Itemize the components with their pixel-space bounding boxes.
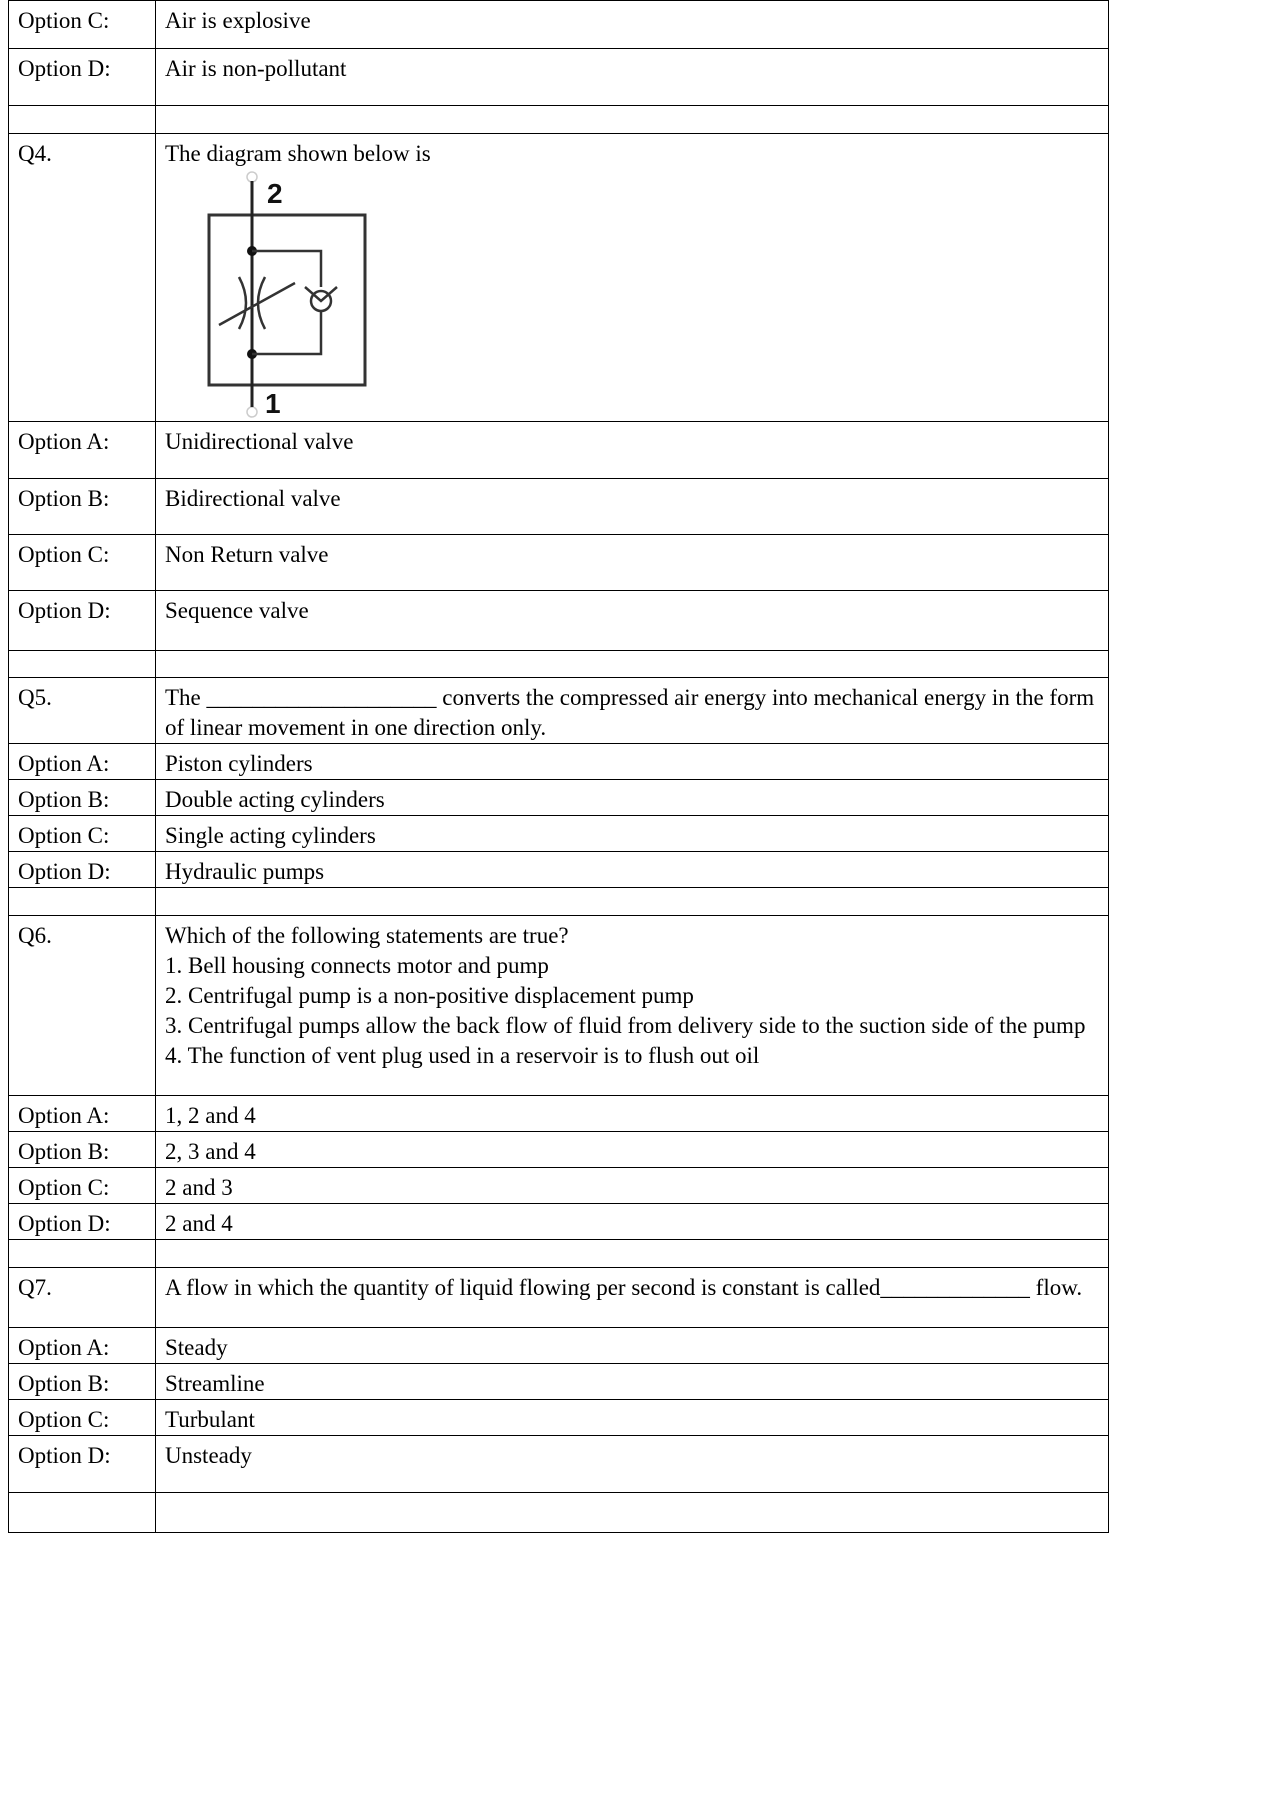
row-label: Option C: bbox=[9, 535, 156, 591]
row-text bbox=[156, 888, 1109, 916]
option-row bbox=[9, 1168, 1109, 1204]
row-text bbox=[156, 106, 1109, 134]
spacer-row bbox=[9, 1240, 1109, 1268]
statement-4: 4. The function of vent plug used in a reservoir is to flush out oil bbox=[165, 1043, 760, 1068]
question-number: Q6. bbox=[9, 916, 156, 1096]
row-label: Option A: bbox=[9, 1096, 156, 1132]
question-number: Q4. bbox=[9, 134, 156, 422]
question-text: The diagram shown below is bbox=[165, 141, 431, 166]
option-row bbox=[9, 1436, 1109, 1493]
row-label: Option A: bbox=[9, 1328, 156, 1364]
row-label: Option C: bbox=[9, 1, 156, 49]
question-row bbox=[9, 678, 1109, 744]
row-label: Option C: bbox=[9, 816, 156, 852]
question-row bbox=[9, 916, 1109, 1096]
valve-body bbox=[209, 215, 365, 385]
row-label: Option B: bbox=[9, 1132, 156, 1168]
row-text: Steady bbox=[156, 1328, 1109, 1364]
row-text bbox=[156, 651, 1109, 678]
row-label: Option A: bbox=[9, 422, 156, 479]
row-text: Non Return valve bbox=[156, 535, 1109, 591]
bypass-bottom bbox=[252, 311, 321, 354]
port-1-marker bbox=[247, 407, 257, 417]
option-row bbox=[9, 535, 1109, 591]
question-table bbox=[8, 0, 1109, 1533]
row-text: Bidirectional valve bbox=[156, 479, 1109, 535]
question-cell bbox=[156, 134, 1109, 422]
option-row bbox=[9, 1400, 1109, 1436]
option-row bbox=[9, 780, 1109, 816]
row-label bbox=[9, 106, 156, 134]
row-text: Streamline bbox=[156, 1364, 1109, 1400]
question-number: Q7. bbox=[9, 1268, 156, 1328]
row-label: Option D: bbox=[9, 1436, 156, 1493]
row-text bbox=[156, 1240, 1109, 1268]
row-text: Single acting cylinders bbox=[156, 816, 1109, 852]
row-text: Turbulant bbox=[156, 1400, 1109, 1436]
option-row bbox=[9, 422, 1109, 479]
statement-3: 3. Centrifugal pumps allow the back flow of fluid from delivery side to the suction side of the pump bbox=[165, 1013, 1086, 1038]
question-row bbox=[9, 1268, 1109, 1328]
row-text: Double acting cylinders bbox=[156, 780, 1109, 816]
option-row bbox=[9, 1204, 1109, 1240]
row-label: Option A: bbox=[9, 744, 156, 780]
question-text: A flow in which the quantity of liquid flowing per second is constant is called_____________ flow. bbox=[156, 1268, 1109, 1328]
statement-2: 2. Centrifugal pump is a non-positive displacement pump bbox=[165, 983, 694, 1008]
row-label: Option B: bbox=[9, 780, 156, 816]
option-row bbox=[9, 479, 1109, 535]
spacer-row bbox=[9, 1493, 1109, 1533]
spacer-row bbox=[9, 106, 1109, 134]
option-row bbox=[9, 1, 1109, 49]
option-row bbox=[9, 1132, 1109, 1168]
row-label bbox=[9, 888, 156, 916]
option-row bbox=[9, 744, 1109, 780]
spacer-row bbox=[9, 888, 1109, 916]
row-label: Option B: bbox=[9, 1364, 156, 1400]
flow-control-valve-diagram bbox=[199, 169, 369, 419]
port-1-label: 1 bbox=[265, 388, 281, 419]
row-text: 2, 3 and 4 bbox=[156, 1132, 1109, 1168]
option-row bbox=[9, 1328, 1109, 1364]
adjustable-slash bbox=[219, 283, 295, 325]
row-text: 1, 2 and 4 bbox=[156, 1096, 1109, 1132]
port-2-marker bbox=[247, 172, 257, 182]
row-label: Option D: bbox=[9, 1204, 156, 1240]
option-row bbox=[9, 816, 1109, 852]
throttle-arc-left bbox=[239, 277, 246, 329]
check-seat bbox=[305, 287, 337, 301]
row-text: Piston cylinders bbox=[156, 744, 1109, 780]
row-text bbox=[156, 1493, 1109, 1533]
option-row bbox=[9, 852, 1109, 888]
question-text: The ____________________ converts the compressed air energy into mechanical energy in the form of linear movement in one direction only. bbox=[156, 678, 1109, 744]
question-row bbox=[9, 134, 1109, 422]
row-label: Option C: bbox=[9, 1168, 156, 1204]
option-row bbox=[9, 1364, 1109, 1400]
statement-1: 1. Bell housing connects motor and pump bbox=[165, 953, 549, 978]
row-label: Option B: bbox=[9, 479, 156, 535]
port-2-label: 2 bbox=[267, 178, 283, 209]
row-label bbox=[9, 1240, 156, 1268]
question-text: Which of the following statements are true? bbox=[165, 923, 569, 948]
row-text: Hydraulic pumps bbox=[156, 852, 1109, 888]
row-text: Air is non-pollutant bbox=[156, 49, 1109, 106]
row-text: Air is explosive bbox=[156, 1, 1109, 49]
row-text: Unsteady bbox=[156, 1436, 1109, 1493]
question-number: Q5. bbox=[9, 678, 156, 744]
question-cell bbox=[156, 916, 1109, 1096]
row-label bbox=[9, 651, 156, 678]
row-text: 2 and 4 bbox=[156, 1204, 1109, 1240]
row-text: Unidirectional valve bbox=[156, 422, 1109, 479]
row-label: Option D: bbox=[9, 852, 156, 888]
option-row bbox=[9, 49, 1109, 106]
option-row bbox=[9, 1096, 1109, 1132]
option-row bbox=[9, 591, 1109, 651]
spacer-row bbox=[9, 651, 1109, 678]
row-text: Sequence valve bbox=[156, 591, 1109, 651]
row-label: Option D: bbox=[9, 49, 156, 106]
row-label: Option C: bbox=[9, 1400, 156, 1436]
row-label bbox=[9, 1493, 156, 1533]
row-label: Option D: bbox=[9, 591, 156, 651]
row-text: 2 and 3 bbox=[156, 1168, 1109, 1204]
